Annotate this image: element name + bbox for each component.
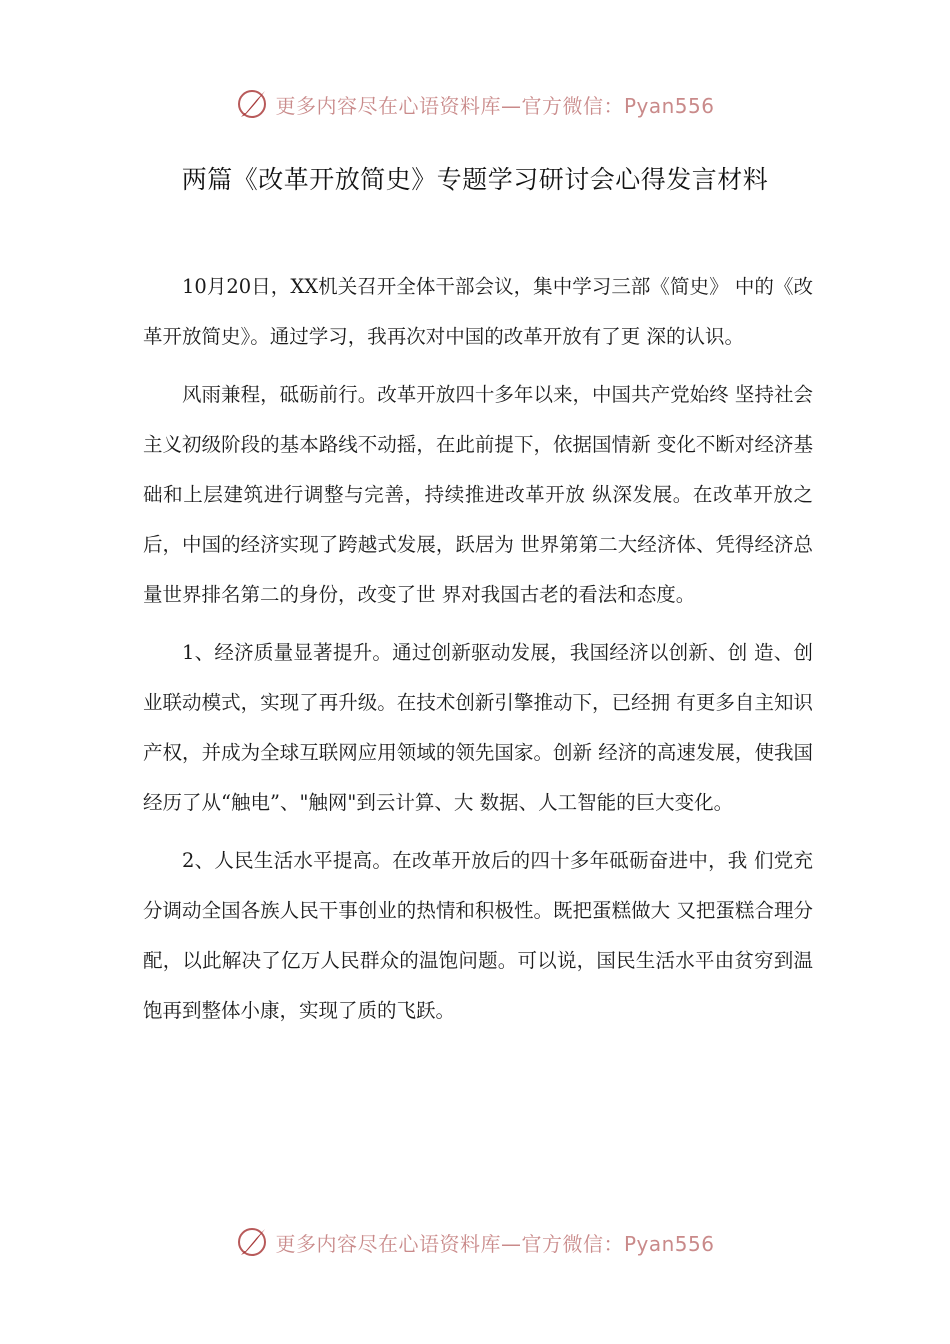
header-watermark [0,82,950,126]
document-body [143,262,813,1044]
paragraph-4: 2、人民生活水平提高。在改革开放后的四十多年砥砺奋进中，我 们党充分调动全国各族人民干事创业的热情和积极性。既把蛋糕做大 又把蛋糕合理分配，以此解决了亿万人民群众的温饱问题。可以说，国民生活水平由贫穷到温饱再到整体小康，实现了质的飞跃。 [143,849,813,1022]
document-title: 两篇《改革开放简史》专题学习研讨会心得发言材料 [181,165,769,194]
watermark-text: 更多内容尽在心语资料库—官方微信：Pyan556 [275,93,715,118]
quill-logo-icon [235,1225,269,1259]
footer-watermark [0,1220,950,1264]
paragraph-2: 风雨兼程，砥砺前行。改革开放四十多年以来，中国共产党始终 坚持社会主义初级阶段的基本路线不动摇，在此前提下，依据国情新 变化不断对经济基础和上层建筑进行调整与完善，持续推进改革开放 纵深发展。在改革开放之后，中国的经济实现了跨越式发展，跃居为 世界第第二大经济体、凭得经济总量世界排名第二的身份，改变了世 界对我国古老的看法和态度。 [143,383,813,606]
watermark-text: 更多内容尽在心语资料库—官方微信：Pyan556 [275,1231,715,1256]
paragraph-1: 10月20日，XX机关召开全体干部会议，集中学习三部《简史》 中的《改革开放简史》。通过学习，我再次对中国的改革开放有了更 深的认识。 [143,275,813,348]
quill-logo-icon [235,87,269,121]
paragraph-3: 1、经济质量显著提升。通过创新驱动发展，我国经济以创新、创 造、创业联动模式，实现了再升级。在技术创新引擎推动下，已经拥 有更多自主知识产权，并成为全球互联网应用领域的领先国家。创新 经济的高速发展，使我国经历了从“触电”、"触网"到云计算、大 数据、人工智能的巨大变化。 [143,641,813,814]
